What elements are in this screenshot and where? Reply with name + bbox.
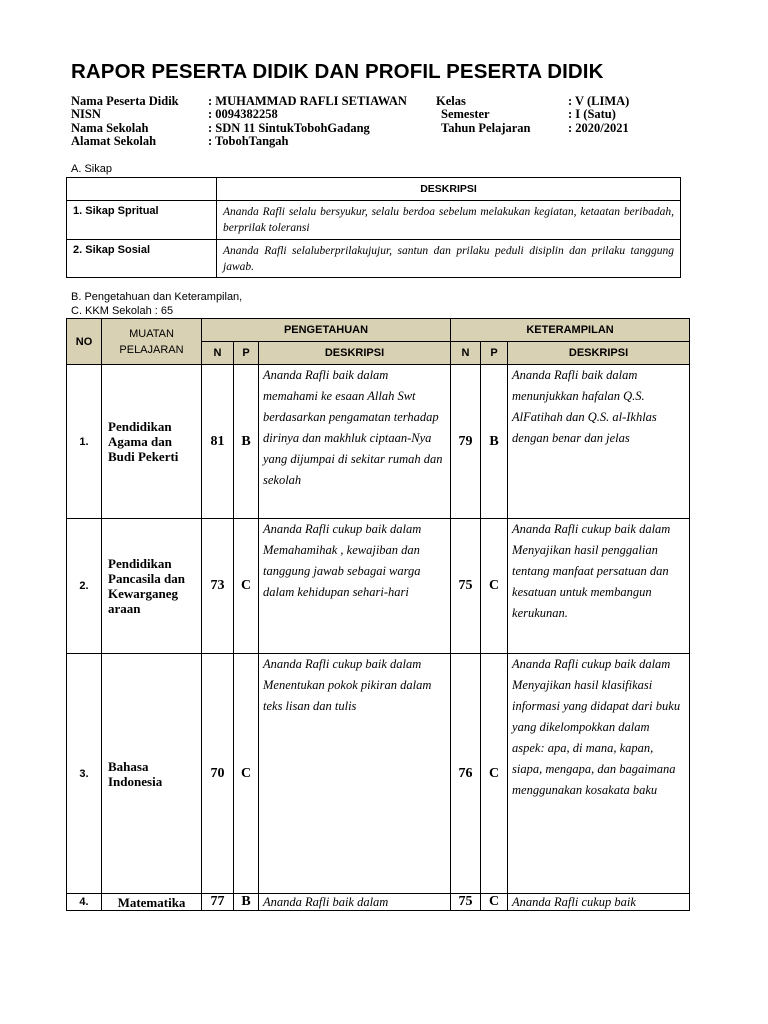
knowledge-predicate: B <box>234 894 259 911</box>
knowledge-score: 70 <box>202 654 234 894</box>
attitude-row <box>67 201 681 240</box>
skill-predicate: C <box>481 519 508 654</box>
skill-score: 76 <box>451 654 481 894</box>
knowledge-score: 77 <box>202 894 234 911</box>
knowledge-predicate: C <box>234 519 259 654</box>
skill-score: 75 <box>451 519 481 654</box>
table-row <box>67 519 690 654</box>
row-number: 1. <box>67 365 102 519</box>
knowledge-description: Ananda Rafli baik dalam <box>259 894 451 911</box>
section-c-heading: C. KKM Sekolah : 65 <box>71 305 174 317</box>
attitude-desc: Ananda Rafli selalu bersyukur, selalu berdoa sebelum melakukan kegiatan, ketaatan beribadah, berprilak toleransi <box>217 201 681 240</box>
section-b-heading: B. Pengetahuan dan Keterampilan, <box>71 291 243 303</box>
knowledge-predicate: B <box>234 365 259 519</box>
info-label-name: Nama Peserta Didik <box>71 94 179 108</box>
subject-name: Matematika <box>102 894 202 911</box>
header-deskripsi: DESKRIPSI <box>259 342 451 365</box>
info-value-nisn: : 0094382258 <box>208 107 278 121</box>
header-no: NO <box>67 319 102 365</box>
header-muatan: MUATAN PELAJARAN <box>102 319 202 365</box>
header-p: P <box>234 342 259 365</box>
attitude-header: DESKRIPSI <box>217 178 681 201</box>
skill-score: 79 <box>451 365 481 519</box>
attitude-desc: Ananda Rafli selaluberprilakujujur, santun dan prilaku peduli disiplin dan prilaku tanggung jawab. <box>217 240 681 278</box>
knowledge-score: 81 <box>202 365 234 519</box>
skill-description: Ananda Rafli cukup baik <box>508 894 690 911</box>
header-n: N <box>202 342 234 365</box>
attitude-label: 2. Sikap Sosial <box>67 240 217 278</box>
info-label-semester: Semester <box>441 107 490 121</box>
header-deskripsi: DESKRIPSI <box>508 342 690 365</box>
info-value-semester: : I (Satu) <box>568 107 616 121</box>
knowledge-description: Ananda Rafli cukup baik dalam Menentukan pokok pikiran dalam teks lisan dan tulis <box>259 654 451 894</box>
table-row <box>67 654 690 894</box>
report-title: RAPOR PESERTA DIDIK DAN PROFIL PESERTA DIDIK <box>71 60 604 83</box>
info-label-address: Alamat Sekolah <box>71 134 157 148</box>
skill-description: Ananda Rafli baik dalam menunjukkan hafalan Q.S. AlFatihah dan Q.S. al-Ikhlas dengan benar dan jelas <box>508 365 690 519</box>
info-value-year: : 2020/2021 <box>568 121 629 135</box>
row-number: 2. <box>67 519 102 654</box>
info-label-school: Nama Sekolah <box>71 121 149 135</box>
skill-score: 75 <box>451 894 481 911</box>
knowledge-description: Ananda Rafli cukup baik dalam Memahamihak , kewajiban dan tanggung jawab sebagai warga dalam kehidupan sehari-hari <box>259 519 451 654</box>
info-value-school: : SDN 11 SintukTobohGadang <box>208 121 370 135</box>
attitude-row <box>67 240 681 278</box>
knowledge-description: Ananda Rafli baik dalam memahami ke esaan Allah Swt berdasarkan pengamatan terhadap dirinya dan makhluk ciptaan-Nya yang dijumpai di sekitar rumah dan sekolah <box>259 365 451 519</box>
skill-description: Ananda Rafli cukup baik dalam Menyajikan hasil penggalian tentang manfaat persatuan dan kesatuan untuk membangun kerukunan. <box>508 519 690 654</box>
info-value-address: : TobohTangah <box>208 134 289 148</box>
info-label-class: Kelas <box>436 94 466 108</box>
info-value-class: : V (LIMA) <box>568 94 630 108</box>
skill-predicate: B <box>481 365 508 519</box>
row-number: 4. <box>67 894 102 911</box>
skill-predicate: C <box>481 654 508 894</box>
subject-name: Bahasa Indonesia <box>102 654 202 894</box>
table-row <box>67 365 690 519</box>
header-p: P <box>481 342 508 365</box>
subject-name: Pendidikan Agama dan Budi Pekerti <box>102 365 202 519</box>
skill-predicate: C <box>481 894 508 911</box>
subject-name: Pendidikan Pancasila dan Kewarganeg araan <box>102 519 202 654</box>
header-n: N <box>451 342 481 365</box>
knowledge-predicate: C <box>234 654 259 894</box>
info-label-year: Tahun Pelajaran <box>441 121 531 135</box>
section-a-heading: A. Sikap <box>71 163 112 175</box>
header-pengetahuan: PENGETAHUAN <box>202 319 451 342</box>
info-label-nisn: NISN <box>71 107 101 121</box>
attitude-label: 1. Sikap Spritual <box>67 201 217 240</box>
info-value-name: : MUHAMMAD RAFLI SETIAWAN <box>208 94 407 108</box>
attitude-table <box>66 177 681 278</box>
skill-description: Ananda Rafli cukup baik dalam Menyajikan hasil klasifikasi informasi yang didapat dari buku yang dikelompokkan dalam aspek: apa, di mana, kapan, siapa, mengapa, dan bagaimana menggunakan kosakata baku <box>508 654 690 894</box>
grades-table <box>66 318 690 911</box>
table-row <box>67 894 690 911</box>
knowledge-score: 73 <box>202 519 234 654</box>
row-number: 3. <box>67 654 102 894</box>
header-keterampilan: KETERAMPILAN <box>451 319 690 342</box>
